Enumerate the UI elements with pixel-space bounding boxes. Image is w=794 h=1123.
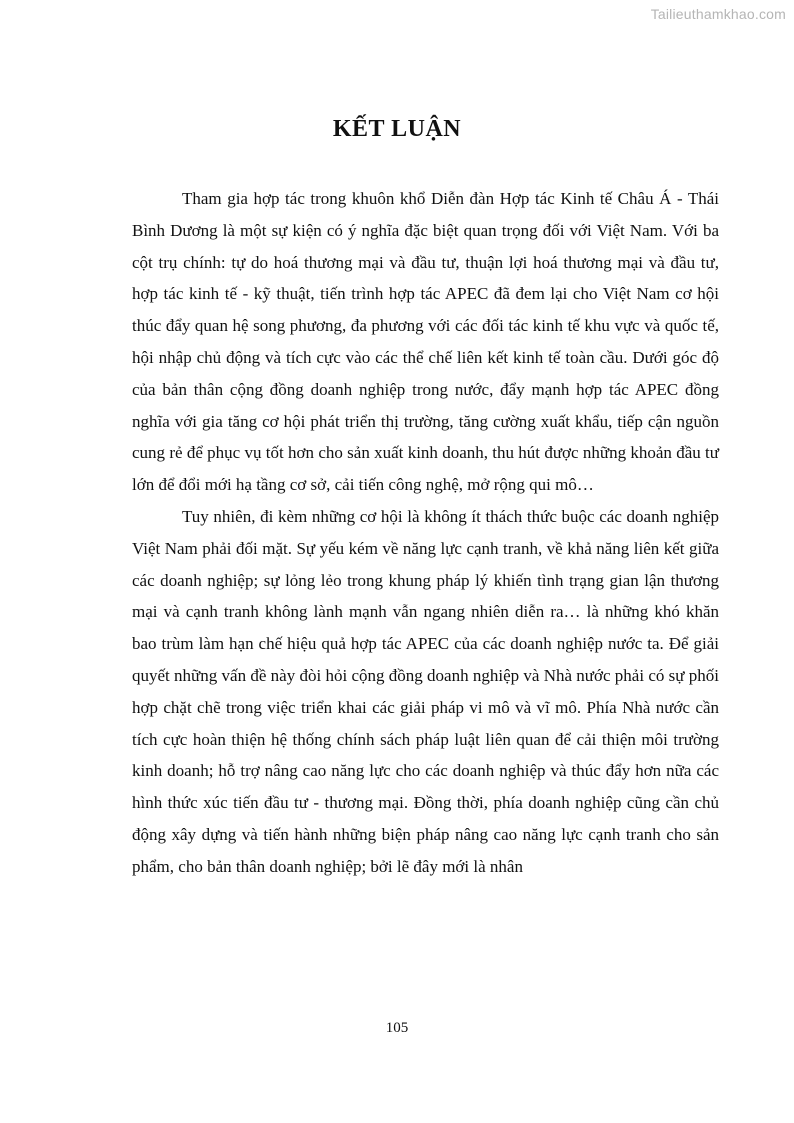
paragraph-2: Tuy nhiên, đi kèm những cơ hội là không ít thách thức buộc các doanh nghiệp Việt Nam phải đối mặt. Sự yếu kém về năng lực cạnh tranh, về khả năng liên kết giữa các doanh nghiệp; sự lỏng lẻo trong khung pháp lý khiến tình trạng gian lận thương mại và cạnh tranh không lành mạnh vẫn ngang nhiên diễn ra… là những khó khăn bao trùm làm hạn chế hiệu quả hợp tác APEC của các doanh nghiệp nước ta. Để giải quyết những vấn đề này đòi hỏi cộng đồng doanh nghiệp và Nhà nước phải có sự phối hợp chặt chẽ trong việc triển khai các giải pháp vi mô và vĩ mô. Phía Nhà nước cần tích cực hoàn thiện hệ thống chính sách pháp luật liên quan để cải thiện môi trường kinh doanh; hỗ trợ nâng cao năng lực cho các doanh nghiệp và thúc đẩy hơn nữa các hình thức xúc tiến đầu tư - thương mại. Đồng thời, phía doanh nghiệp cũng cần chủ động xây dựng và tiến hành những biện pháp nâng cao năng lực cạnh tranh cho sản phẩm, cho bản thân doanh nghiệp; bởi lẽ đây mới là nhân xyxy=(132,506,719,876)
watermark: Tailieuthamkhao.com xyxy=(650,6,786,22)
body-text xyxy=(132,183,719,883)
page-title: KẾT LUẬN xyxy=(332,116,462,142)
paragraph-1: Tham gia hợp tác trong khuôn khổ Diễn đàn Hợp tác Kinh tế Châu Á - Thái Bình Dương là một sự kiện có ý nghĩa đặc biệt quan trọng đối với Việt Nam. Với ba cột trụ chính: tự do hoá thương mại và đầu tư, thuận lợi hoá thương mại và đầu tư, hợp tác kinh tế - kỹ thuật, tiến trình hợp tác APEC đã đem lại cho Việt Nam cơ hội thúc đẩy quan hệ song phương, đa phương với các đối tác kinh tế khu vực và quốc tế, hội nhập chủ động và tích cực vào các thể chế liên kết kinh tế toàn cầu. Dưới góc độ của bản thân cộng đồng doanh nghiệp trong nước, đẩy mạnh hợp tác APEC đồng nghĩa với gia tăng cơ hội phát triển thị trường, tăng cường xuất khẩu, tiếp cận nguồn cung rẻ để phục vụ tốt hơn cho sản xuất kinh doanh, thu hút được những khoản đầu tư lớn để đổi mới hạ tầng cơ sở, cải tiến công nghệ, mở rộng qui mô… xyxy=(132,189,719,495)
page-number: 105 xyxy=(385,1020,409,1036)
